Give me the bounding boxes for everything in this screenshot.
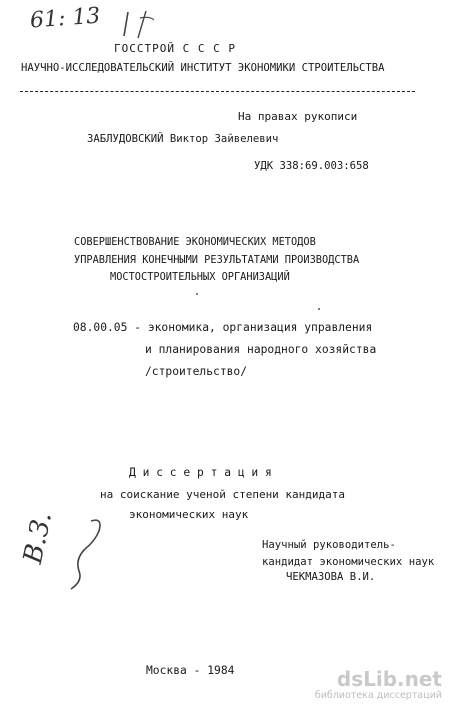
watermark xyxy=(315,668,442,702)
watermark-logo: dsLib.net xyxy=(336,667,442,691)
place-and-year: Москва - 1984 xyxy=(146,664,235,677)
udc-code: УДК 338:69.003:658 xyxy=(254,160,369,172)
handwritten-mark: В.З. xyxy=(18,509,59,567)
author-name: ЗАБЛУДОВСКИЙ Виктор Зайвелевич xyxy=(87,133,279,145)
manuscript-note: На правах рукописи xyxy=(238,110,358,123)
speck xyxy=(318,308,320,310)
advisor-line2: кандидат экономических наук xyxy=(262,556,435,568)
dissertation-field: экономических наук xyxy=(129,508,249,521)
org-name-line1: ГОССТРОЙ С С С Р xyxy=(114,42,236,55)
watermark-caption: библиотека диссертаций xyxy=(314,690,442,701)
org-name-line2: НАУЧНО-ИССЛЕДОВАТЕЛЬСКИЙ ИНСТИТУТ ЭКОНОМИКИ СТРОИТЕЛЬСТВА xyxy=(21,62,385,74)
handwritten-stroke-icon xyxy=(55,515,115,595)
specialty-line2: и планирования народного хозяйства xyxy=(145,343,377,356)
dissertation-heading: Д и с с е р т а ц и я xyxy=(129,466,272,479)
advisor-name: ЧЕКМАЗОВА В.И. xyxy=(286,571,376,583)
dissertation-degree: на соискание ученой степени кандидата xyxy=(100,488,346,501)
speck xyxy=(196,293,198,295)
corner-handwritten-note: 61: 13 xyxy=(29,3,102,34)
dashed-divider xyxy=(20,91,415,92)
corner-scribble-icon xyxy=(120,8,170,40)
specialty-line1: 08.00.05 - экономика, организация управления xyxy=(73,321,373,334)
advisor-line1: Научный руководитель- xyxy=(262,539,396,551)
title-line1: СОВЕРШЕНСТВОВАНИЕ ЭКОНОМИЧЕСКИХ МЕТОДОВ xyxy=(74,236,316,248)
title-line3: МОСТОСТРОИТЕЛЬНЫХ ОРГАНИЗАЦИЙ xyxy=(110,271,290,283)
title-line2: УПРАВЛЕНИЯ КОНЕЧНЫМИ РЕЗУЛЬТАТАМИ ПРОИЗВОДСТВА xyxy=(74,254,360,266)
specialty-line3: /строительство/ xyxy=(145,365,248,378)
